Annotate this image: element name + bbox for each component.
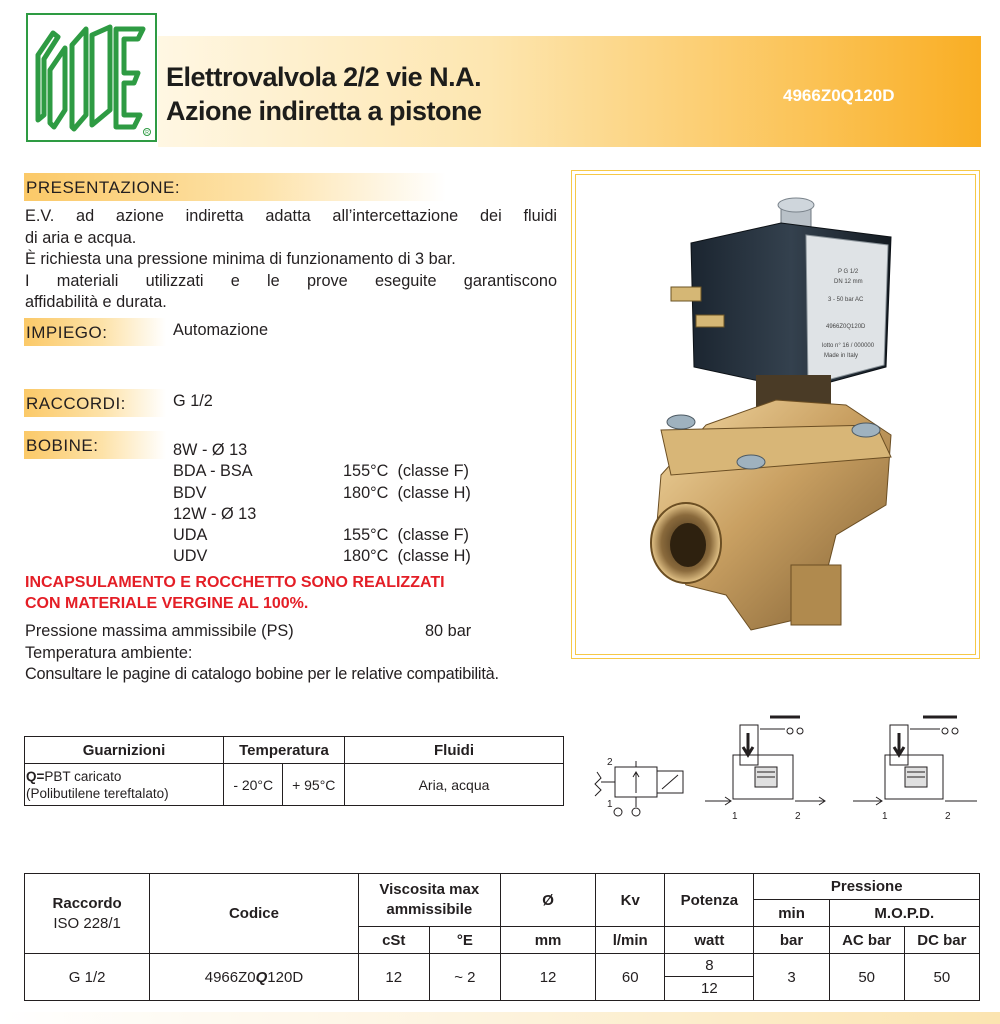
section-raccordi xyxy=(24,389,166,417)
th-potenza: Potenza xyxy=(665,874,754,927)
section-impiego xyxy=(24,318,166,346)
coil-name: 12W - Ø 13 xyxy=(173,504,257,523)
port-label: 1 xyxy=(732,811,738,822)
table-row xyxy=(25,954,980,977)
cell-mm: 12 xyxy=(500,954,595,1001)
raccordi-value: G 1/2 xyxy=(173,392,213,410)
th-guarnizioni: Guarnizioni xyxy=(25,737,224,764)
coil-temp: 155°C (classe F) xyxy=(343,526,469,545)
text-line: affidabilità e durata. xyxy=(25,293,167,311)
logo-icon xyxy=(28,15,155,140)
presentazione-text xyxy=(25,206,557,314)
bobine-row xyxy=(173,461,533,482)
coil-name: BDV xyxy=(173,483,207,502)
th-lmin: l/min xyxy=(596,927,665,954)
extra-info xyxy=(25,621,565,686)
th-mm: mm xyxy=(500,927,595,954)
th-mopd: M.O.P.D. xyxy=(829,900,979,927)
valve-image xyxy=(576,175,975,654)
pressure-row xyxy=(25,621,565,643)
section-label: PRESENTAZIONE: xyxy=(26,178,181,197)
code-part-seal: Q xyxy=(255,968,268,986)
th-raccordo xyxy=(25,874,150,954)
cell-watt: 12 xyxy=(665,977,754,1001)
th-acbar: AC bar xyxy=(829,927,904,954)
bobine-row xyxy=(173,546,533,567)
temp-max-cell: + 95°C xyxy=(283,764,345,806)
th-bar: bar xyxy=(754,927,829,954)
fluids-cell: Aria, acqua xyxy=(345,764,564,806)
th-raccordo-label: Raccordo xyxy=(52,894,122,912)
plate-text: 3 - 50 bar AC xyxy=(828,297,864,303)
port-label: 2 xyxy=(607,757,613,768)
product-code: 4966Z0Q120D xyxy=(783,86,895,105)
plate-text: lotto n° 16 / 000000 xyxy=(822,343,875,349)
port-label: 1 xyxy=(882,811,888,822)
cell-dc-bar: 50 xyxy=(904,954,979,1001)
bobine-row xyxy=(173,504,533,525)
text-line: di aria e acqua. xyxy=(25,228,137,247)
th-iso-label: ISO 228/1 xyxy=(53,914,121,932)
section-presentazione xyxy=(24,173,446,201)
section-label: BOBINE: xyxy=(26,436,99,455)
title-line-2: Azione indiretta a pistone xyxy=(166,96,482,126)
section-label: IMPIEGO: xyxy=(26,323,108,342)
title-line-1: Elettrovalvola 2/2 vie N.A. xyxy=(166,62,482,92)
cell-ac-bar: 50 xyxy=(829,954,904,1001)
spec-table xyxy=(24,873,980,1001)
page-title xyxy=(166,60,482,128)
cell-min-bar: 3 xyxy=(754,954,829,1001)
notice-line-1: INCAPSULAMENTO E ROCCHETTO SONO REALIZZATI xyxy=(25,574,445,591)
th-kv: Kv xyxy=(596,874,665,927)
company-logo xyxy=(26,13,157,142)
bobine-row xyxy=(173,440,533,461)
th-temperatura: Temperatura xyxy=(224,737,345,764)
section-label: RACCORDI: xyxy=(26,394,126,413)
impiego-value: Automazione xyxy=(173,321,269,339)
consult-note: Consultare le pagine di catalogo bobine per le relative compatibilità. xyxy=(25,665,499,683)
bobine-row xyxy=(173,483,533,504)
port-label: 1 xyxy=(607,799,613,810)
coil-name: UDA xyxy=(173,526,208,545)
port-label: 2 xyxy=(795,811,801,822)
cell-raccordo: G 1/2 xyxy=(25,954,150,1001)
coil-temp: 180°C (classe H) xyxy=(343,483,471,502)
plate-text: P G 1/2 xyxy=(838,269,859,275)
bobine-row xyxy=(173,525,533,546)
product-photo xyxy=(575,174,976,655)
th-dcbar: DC bar xyxy=(904,927,979,954)
cell-codice xyxy=(150,954,358,1001)
th-cst: cSt xyxy=(358,927,429,954)
svg-text:R: R xyxy=(145,130,149,136)
coil-name: 8W - Ø 13 xyxy=(173,441,248,459)
cell-e: ~ 2 xyxy=(429,954,500,1001)
table-header-row xyxy=(25,737,564,764)
th-min: min xyxy=(754,900,829,927)
section-diagram-open-icon xyxy=(853,717,977,805)
section-bobine xyxy=(24,431,166,459)
plate-text: Made in Italy xyxy=(824,353,859,359)
seal-code: Q= xyxy=(26,768,45,784)
pressure-label: Pressione massima ammissibile (PS) xyxy=(25,622,294,640)
ambient-temp-label: Temperatura ambiente: xyxy=(25,643,193,662)
code-part: 120D xyxy=(267,968,304,986)
plate-text: DN 12 mm xyxy=(834,279,863,285)
th-watt: watt xyxy=(665,927,754,954)
th-fluidi: Fluidi xyxy=(345,737,564,764)
material-notice xyxy=(25,572,555,614)
seal-line-1: PBT caricato xyxy=(44,768,122,784)
coil-name: BDA - BSA xyxy=(173,462,253,481)
text-line: E.V. ad azione indiretta adatta all’intercettazione dei fluidi xyxy=(25,207,557,225)
coil-temp: 155°C (classe F) xyxy=(343,462,469,481)
plate-text: 4966Z0Q120D xyxy=(826,324,866,330)
port-label: 2 xyxy=(945,811,951,822)
code-part: 4966Z0 xyxy=(204,968,256,986)
th-viscosita: Viscosita max ammissibile xyxy=(358,874,500,927)
seal-cell xyxy=(25,764,224,806)
pressure-value: 80 bar xyxy=(425,622,472,640)
text-line: È richiesta una pressione minima di funzionamento di 3 bar. xyxy=(25,250,456,268)
table-row xyxy=(25,764,564,806)
cell-watt: 8 xyxy=(665,954,754,977)
section-diagram-closed-icon xyxy=(705,717,825,805)
notice-line-2: CON MATERIALE VERGINE AL 100%. xyxy=(25,595,309,612)
th-pressione: Pressione xyxy=(754,874,980,900)
valve-diagrams xyxy=(585,715,980,830)
seal-table xyxy=(24,736,564,806)
bobine-list xyxy=(173,440,533,568)
coil-name: UDV xyxy=(173,547,208,566)
text-line: I materiali utilizzati e le prove eseguite garantiscono xyxy=(25,271,557,290)
coil-temp: 180°C (classe H) xyxy=(343,547,471,566)
cell-cst: 12 xyxy=(358,954,429,1001)
seal-line-2: (Polibutilene tereftalato) xyxy=(26,785,169,801)
table-header-row xyxy=(25,874,980,900)
footer-band xyxy=(0,1012,1000,1024)
th-diam: Ø xyxy=(500,874,595,927)
th-e: °E xyxy=(429,927,500,954)
cell-kv: 60 xyxy=(596,954,665,1001)
temp-min-cell: - 20°C xyxy=(224,764,283,806)
th-codice: Codice xyxy=(150,874,358,954)
